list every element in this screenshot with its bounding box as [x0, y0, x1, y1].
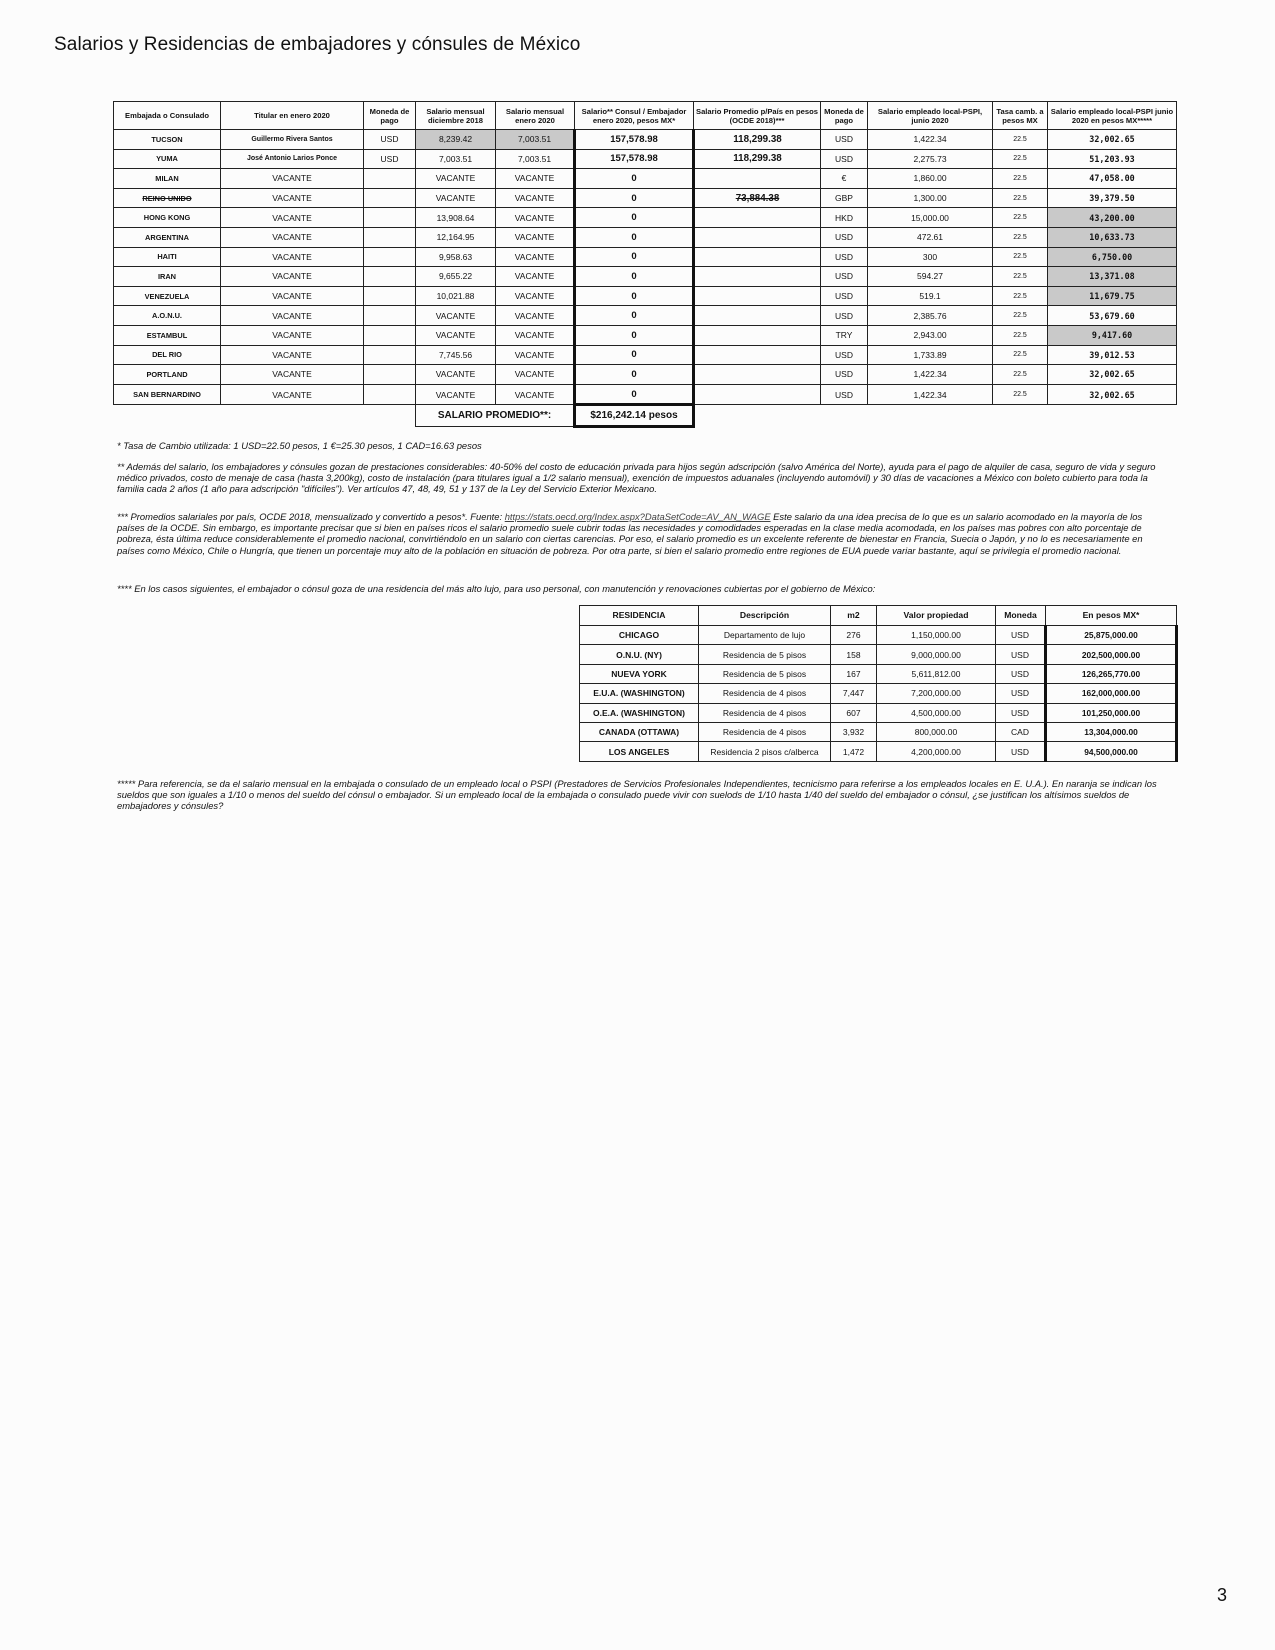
dic2018-cell: VACANTE: [416, 325, 496, 345]
salary-table-col-header: Tasa camb. a pesos MX: [993, 102, 1048, 130]
promedio-cell: 118,299.38: [694, 149, 821, 169]
moneda2-cell: GBP: [821, 188, 868, 208]
tasa-cell: 22.5: [993, 345, 1048, 365]
m2-cell: 607: [831, 703, 877, 722]
table-row: [580, 664, 1177, 683]
moneda-cell: USD: [996, 742, 1046, 761]
tasa-cell: 22.5: [993, 325, 1048, 345]
valor-cell: 1,150,000.00: [877, 626, 996, 645]
sede-cell: TUCSON: [114, 130, 221, 150]
note-oecd-text-2: Este salario da una idea precisa de lo que es un salario acomodado en la mayoría de los países de la OCDE. Sin embargo, es importante precisar que si bien en países ricos el salario promedio suele cubrir todas las necesidades y comodidades esperadas en la clase media acomodada, en los países mas pobres con alto porcentaje de pobreza, ésta última reduce considerablemente el promedio nacional, convirtiéndolo en un salario con ciertas carencias. Por eso, el salario promedio es un excelente referente de bienestar en Francia, Suecia o Japón, y no lo es necesariamente en países como México, Chile o Hungría, que tienen un porcentaje muy alto de la población en situación de pobreza. Por otra parte, si bien el salario promedio entre regiones de EUA puede variar bastante, aquí se privilegia el promedio nacional.: [117, 511, 1143, 556]
titular-cell: VACANTE: [221, 345, 364, 365]
m2-cell: 1,472: [831, 742, 877, 761]
sede-cell: MILAN: [114, 169, 221, 189]
pesos-cell: 32,002.65: [1048, 130, 1177, 150]
moneda-cell: USD: [996, 645, 1046, 664]
moneda-cell: [364, 325, 416, 345]
ene2020-cell: VACANTE: [496, 286, 575, 306]
pesos-cell: 32,002.65: [1048, 384, 1177, 405]
moneda-cell: [364, 227, 416, 247]
dic2018-cell: VACANTE: [416, 188, 496, 208]
titular-cell: VACANTE: [221, 384, 364, 405]
empleado-cell: 1,422.34: [868, 384, 993, 405]
titular-cell: VACANTE: [221, 306, 364, 326]
dic2018-cell: VACANTE: [416, 384, 496, 405]
residence-table: [579, 605, 1178, 762]
sede-cell: REINO UNIDO: [114, 188, 221, 208]
table-row: [114, 306, 1177, 326]
residence-table-col-header: m2: [831, 606, 877, 626]
promedio-cell: 118,299.38: [694, 130, 821, 150]
sede-cell: SAN BERNARDINO: [114, 384, 221, 405]
moneda-cell: [364, 365, 416, 385]
table-row: [114, 149, 1177, 169]
empleado-cell: 472.61: [868, 227, 993, 247]
promedio-cell: [694, 345, 821, 365]
promedio-cell: 73,884.38: [694, 188, 821, 208]
titular-cell: VACANTE: [221, 365, 364, 385]
valor-cell: 9,000,000.00: [877, 645, 996, 664]
salary-table-col-header: Salario mensual enero 2020: [496, 102, 575, 130]
residencia-cell: O.N.U. (NY): [580, 645, 699, 664]
moneda-cell: USD: [996, 684, 1046, 703]
salario-cell: 0: [575, 365, 694, 385]
salario-cell: 157,578.98: [575, 130, 694, 150]
moneda-cell: [364, 208, 416, 228]
residencia-cell: LOS ANGELES: [580, 742, 699, 761]
salario-cell: 0: [575, 227, 694, 247]
empleado-cell: 1,422.34: [868, 130, 993, 150]
moneda2-cell: TRY: [821, 325, 868, 345]
titular-cell: VACANTE: [221, 267, 364, 287]
moneda-cell: USD: [996, 626, 1046, 645]
note-exchange-rate: * Tasa de Cambio utilizada: 1 USD=22.50 pesos, 1 €=25.30 pesos, 1 CAD=16.63 pesos: [117, 440, 482, 451]
table-row: [580, 645, 1177, 664]
moneda-cell: USD: [364, 130, 416, 150]
sede-cell: PORTLAND: [114, 365, 221, 385]
empleado-cell: 594.27: [868, 267, 993, 287]
pesos-cell: 51,203.93: [1048, 149, 1177, 169]
residencia-cell: NUEVA YORK: [580, 664, 699, 683]
pesos-cell: 6,750.00: [1048, 247, 1177, 267]
salario-cell: 0: [575, 188, 694, 208]
moneda2-cell: USD: [821, 149, 868, 169]
table-row: [114, 384, 1177, 405]
note-oecd-text-1: *** Promedios salariales por país, OCDE 2018, mensualizado y convertido a pesos*. Fuente:: [117, 511, 505, 522]
pesos-cell: 47,058.00: [1048, 169, 1177, 189]
salario-cell: 0: [575, 208, 694, 228]
page-title: Salarios y Residencias de embajadores y cónsules de México: [54, 34, 581, 55]
dic2018-cell: 12,164.95: [416, 227, 496, 247]
moneda2-cell: USD: [821, 286, 868, 306]
salary-table-header: [114, 102, 1177, 130]
salary-table-col-header: Salario empleado local-PSPI junio 2020 en pesos MX*****: [1048, 102, 1177, 130]
moneda-cell: USD: [996, 664, 1046, 683]
valor-cell: 4,500,000.00: [877, 703, 996, 722]
descripcion-cell: Residencia de 4 pisos: [699, 684, 831, 703]
dic2018-cell: 7,745.56: [416, 345, 496, 365]
pesos-cell: 10,633.73: [1048, 227, 1177, 247]
residencia-cell: O.E.A. (WASHINGTON): [580, 703, 699, 722]
sede-cell: IRAN: [114, 267, 221, 287]
table-row: [580, 703, 1177, 722]
moneda2-cell: USD: [821, 384, 868, 405]
tasa-cell: 22.5: [993, 286, 1048, 306]
salary-table-col-header: Moneda de pago: [821, 102, 868, 130]
salario-cell: 0: [575, 247, 694, 267]
moneda-cell: CAD: [996, 722, 1046, 741]
dic2018-cell: 13,908.64: [416, 208, 496, 228]
descripcion-cell: Residencia de 4 pisos: [699, 722, 831, 741]
page-number: 3: [1216, 1585, 1227, 1605]
table-row: [580, 722, 1177, 741]
salary-table-col-header: Salario Promedio p/País en pesos (OCDE 2018)***: [694, 102, 821, 130]
dic2018-cell: VACANTE: [416, 306, 496, 326]
promedio-cell: [694, 384, 821, 405]
table-row: [114, 325, 1177, 345]
descripcion-cell: Residencia de 5 pisos: [699, 645, 831, 664]
empleado-cell: 1,422.34: [868, 365, 993, 385]
sede-cell: YUMA: [114, 149, 221, 169]
ene2020-cell: VACANTE: [496, 267, 575, 287]
salario-cell: 0: [575, 345, 694, 365]
table-row: [114, 286, 1177, 306]
moneda-cell: USD: [996, 703, 1046, 722]
titular-cell: VACANTE: [221, 325, 364, 345]
residencia-cell: CANADA (OTTAWA): [580, 722, 699, 741]
sede-cell: ARGENTINA: [114, 227, 221, 247]
pesos-cell: 13,304,000.00: [1046, 722, 1177, 741]
note-local-employees: ***** Para referencia, se da el salario mensual en la embajada o consulado de un empleado local o PSPI (Prestadores de Servicios Profesionales Independientes, tecnicismo para referirse a los empleados locales en E. U.A.). En naranja se indican los sueldos que son iguales a 1/10 o menos del sueldo del cónsul o embajador. Si un empleado local de la embajada o consulado puede vivir con suelods de 1/10 hasta 1/40 del sueldo del embajador o cónsul, ¿se justifican los altísimos sueldos de embajadores y cónsules?: [117, 778, 1157, 812]
titular-cell: VACANTE: [221, 247, 364, 267]
sede-cell: HAITI: [114, 247, 221, 267]
empleado-cell: 1,300.00: [868, 188, 993, 208]
pesos-cell: 13,371.08: [1048, 267, 1177, 287]
pesos-cell: 39,379.50: [1048, 188, 1177, 208]
salary-table-col-header: Embajada o Consulado: [114, 102, 221, 130]
pesos-cell: 202,500,000.00: [1046, 645, 1177, 664]
note-benefits: ** Además del salario, los embajadores y cónsules gozan de prestaciones considerables: 40-50% del costo de educación privada para hijos según adscripción (salvo América del Norte), ayuda para el pago de alquiler de casa, seguro de vida y seguro médico privados, costo de menaje de casa (hasta 3,200kg), costo de instalación (para titulares igual a 1/2 salario mensual), exención de impuestos aduanales (incluyendo automóvil) y 30 días de vacaciones a México con boleto cubierto para toda la familia cada 2 años (1 año para adscripción "difíciles"). Ver artículos 47, 48, 49, 51 y 137 de la Ley del Servicio Exterior Mexicano.: [117, 461, 1156, 495]
moneda2-cell: €: [821, 169, 868, 189]
empleado-cell: 1,860.00: [868, 169, 993, 189]
dic2018-cell: 9,655.22: [416, 267, 496, 287]
m2-cell: 276: [831, 626, 877, 645]
salary-table-col-header: Salario** Consul / Embajador enero 2020, pesos MX*: [575, 102, 694, 130]
table-row: [114, 188, 1177, 208]
residence-table-col-header: Descripción: [699, 606, 831, 626]
m2-cell: 167: [831, 664, 877, 683]
descripcion-cell: Residencia 2 pisos c/alberca: [699, 742, 831, 761]
moneda2-cell: USD: [821, 130, 868, 150]
dic2018-cell: 9,958.63: [416, 247, 496, 267]
tasa-cell: 22.5: [993, 208, 1048, 228]
salario-cell: 0: [575, 306, 694, 326]
table-row: [580, 626, 1177, 645]
m2-cell: 3,932: [831, 722, 877, 741]
moneda-cell: [364, 247, 416, 267]
residencia-cell: CHICAGO: [580, 626, 699, 645]
tasa-cell: 22.5: [993, 247, 1048, 267]
promedio-cell: [694, 247, 821, 267]
pesos-cell: 53,679.60: [1048, 306, 1177, 326]
pesos-cell: 126,265,770.00: [1046, 664, 1177, 683]
titular-cell: VACANTE: [221, 227, 364, 247]
valor-cell: 4,200,000.00: [877, 742, 996, 761]
sede-cell: HONG KONG: [114, 208, 221, 228]
table-row: [114, 365, 1177, 385]
promedio-cell: [694, 365, 821, 385]
empleado-cell: 15,000.00: [868, 208, 993, 228]
salario-cell: 157,578.98: [575, 149, 694, 169]
moneda2-cell: USD: [821, 365, 868, 385]
empleado-cell: 2,275.73: [868, 149, 993, 169]
salary-table: [113, 101, 1177, 428]
salary-table-col-header: Salario empleado local-PSPI, junio 2020: [868, 102, 993, 130]
ene2020-cell: VACANTE: [496, 306, 575, 326]
salary-table-col-header: Titular en enero 2020: [221, 102, 364, 130]
moneda2-cell: HKD: [821, 208, 868, 228]
salario-cell: 0: [575, 267, 694, 287]
ene2020-cell: VACANTE: [496, 208, 575, 228]
sede-cell: DEL RIO: [114, 345, 221, 365]
average-label: SALARIO PROMEDIO**:: [416, 405, 575, 427]
table-row: [114, 247, 1177, 267]
m2-cell: 7,447: [831, 684, 877, 703]
average-value: $216,242.14 pesos: [575, 405, 694, 427]
promedio-cell: [694, 286, 821, 306]
table-row: [114, 130, 1177, 150]
valor-cell: 5,611,812.00: [877, 664, 996, 683]
moneda-cell: USD: [364, 149, 416, 169]
residence-table-col-header: En pesos MX*: [1046, 606, 1177, 626]
ene2020-cell: VACANTE: [496, 345, 575, 365]
pesos-cell: 101,250,000.00: [1046, 703, 1177, 722]
table-row: [114, 227, 1177, 247]
titular-cell: VACANTE: [221, 208, 364, 228]
note-oecd: [117, 511, 1169, 556]
sede-cell: ESTAMBUL: [114, 325, 221, 345]
pesos-cell: 94,500,000.00: [1046, 742, 1177, 761]
table-row: [114, 208, 1177, 228]
tasa-cell: 22.5: [993, 365, 1048, 385]
titular-cell: José Antonio Larios Ponce: [221, 149, 364, 169]
titular-cell: VACANTE: [221, 188, 364, 208]
sede-cell: A.O.N.U.: [114, 306, 221, 326]
ene2020-cell: 7,003.51: [496, 149, 575, 169]
valor-cell: 7,200,000.00: [877, 684, 996, 703]
dic2018-cell: 8,239.42: [416, 130, 496, 150]
salary-table-col-header: Moneda de pago: [364, 102, 416, 130]
ene2020-cell: VACANTE: [496, 169, 575, 189]
pesos-cell: 25,875,000.00: [1046, 626, 1177, 645]
sede-cell: VENEZUELA: [114, 286, 221, 306]
residence-table-col-header: Valor propiedad: [877, 606, 996, 626]
ene2020-cell: VACANTE: [496, 325, 575, 345]
tasa-cell: 22.5: [993, 306, 1048, 326]
moneda-cell: [364, 169, 416, 189]
moneda-cell: [364, 188, 416, 208]
moneda-cell: [364, 345, 416, 365]
residence-table-header: [580, 606, 1177, 626]
promedio-cell: [694, 169, 821, 189]
titular-cell: VACANTE: [221, 286, 364, 306]
ene2020-cell: VACANTE: [496, 188, 575, 208]
salario-cell: 0: [575, 325, 694, 345]
residence-table-col-header: Moneda: [996, 606, 1046, 626]
descripcion-cell: Residencia de 5 pisos: [699, 664, 831, 683]
ene2020-cell: VACANTE: [496, 365, 575, 385]
table-row: [580, 684, 1177, 703]
ene2020-cell: VACANTE: [496, 247, 575, 267]
tasa-cell: 22.5: [993, 188, 1048, 208]
moneda-cell: [364, 306, 416, 326]
empleado-cell: 300: [868, 247, 993, 267]
pesos-cell: 9,417.60: [1048, 325, 1177, 345]
table-row: [114, 169, 1177, 189]
promedio-cell: [694, 227, 821, 247]
note-residences: **** En los casos siguientes, el embajador o cónsul goza de una residencia del más alto lujo, para uso personal, con manutención y renovaciones cubiertas por el gobierno de México:: [117, 583, 876, 594]
promedio-cell: [694, 325, 821, 345]
empleado-cell: 2,943.00: [868, 325, 993, 345]
empleado-cell: 2,385.76: [868, 306, 993, 326]
titular-cell: VACANTE: [221, 169, 364, 189]
promedio-cell: [694, 208, 821, 228]
salary-table-col-header: Salario mensual diciembre 2018: [416, 102, 496, 130]
moneda-cell: [364, 267, 416, 287]
pesos-cell: 43,200.00: [1048, 208, 1177, 228]
salario-cell: 0: [575, 384, 694, 405]
promedio-cell: [694, 306, 821, 326]
moneda2-cell: USD: [821, 267, 868, 287]
tasa-cell: 22.5: [993, 130, 1048, 150]
residencia-cell: E.U.A. (WASHINGTON): [580, 684, 699, 703]
m2-cell: 158: [831, 645, 877, 664]
empleado-cell: 519.1: [868, 286, 993, 306]
tasa-cell: 22.5: [993, 169, 1048, 189]
table-row: [114, 345, 1177, 365]
moneda-cell: [364, 384, 416, 405]
valor-cell: 800,000.00: [877, 722, 996, 741]
ene2020-cell: 7,003.51: [496, 130, 575, 150]
table-row: [580, 742, 1177, 761]
moneda2-cell: USD: [821, 227, 868, 247]
tasa-cell: 22.5: [993, 149, 1048, 169]
moneda2-cell: USD: [821, 306, 868, 326]
pesos-cell: 39,012.53: [1048, 345, 1177, 365]
pesos-cell: 162,000,000.00: [1046, 684, 1177, 703]
dic2018-cell: VACANTE: [416, 169, 496, 189]
salario-cell: 0: [575, 169, 694, 189]
dic2018-cell: VACANTE: [416, 365, 496, 385]
residence-table-col-header: RESIDENCIA: [580, 606, 699, 626]
tasa-cell: 22.5: [993, 267, 1048, 287]
descripcion-cell: Residencia de 4 pisos: [699, 703, 831, 722]
pesos-cell: 32,002.65: [1048, 365, 1177, 385]
salario-cell: 0: [575, 286, 694, 306]
promedio-cell: [694, 267, 821, 287]
average-row: [114, 405, 1177, 427]
empleado-cell: 1,733.89: [868, 345, 993, 365]
ene2020-cell: VACANTE: [496, 384, 575, 405]
dic2018-cell: 7,003.51: [416, 149, 496, 169]
dic2018-cell: 10,021.88: [416, 286, 496, 306]
moneda2-cell: USD: [821, 247, 868, 267]
tasa-cell: 22.5: [993, 384, 1048, 405]
descripcion-cell: Departamento de lujo: [699, 626, 831, 645]
ene2020-cell: VACANTE: [496, 227, 575, 247]
pesos-cell: 11,679.75: [1048, 286, 1177, 306]
oecd-source-link[interactable]: https://stats.oecd.org/Index.aspx?DataSetCode=AV_AN_WAGE: [504, 511, 771, 522]
moneda-cell: [364, 286, 416, 306]
table-row: [114, 267, 1177, 287]
tasa-cell: 22.5: [993, 227, 1048, 247]
moneda2-cell: USD: [821, 345, 868, 365]
titular-cell: Guillermo Rivera Santos: [221, 130, 364, 150]
